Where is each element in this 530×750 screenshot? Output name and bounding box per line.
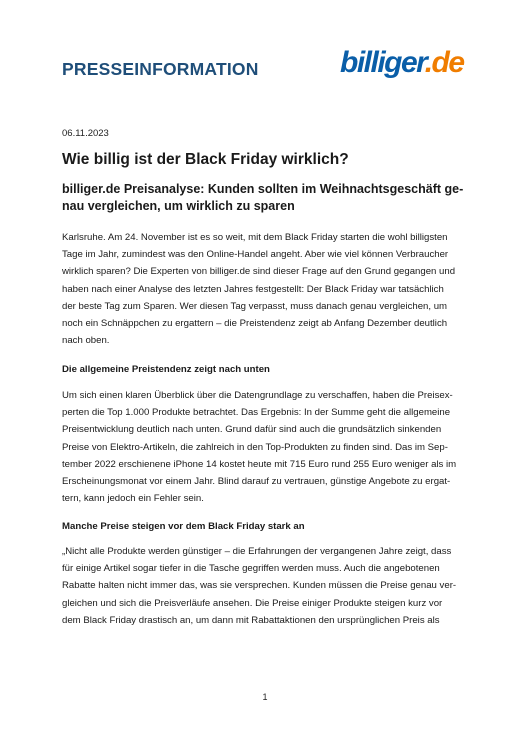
paragraph-line: Preisentwicklung deutlich nach unten. Grund dafür sind auch die grundsätzlich sinkenden — [62, 424, 442, 436]
paragraph-line: „Nicht alle Produkte werden günstiger – die Erfahrungen der vergangenen Jahre zeigt, dass — [62, 546, 452, 557]
section-paragraph-price-trend — [62, 387, 470, 507]
paragraph-line: Tage im Jahr, zumindest was den Online-Handel angeht. Aber wie viel können Verbraucher — [62, 249, 449, 261]
paragraph-line: tember 2022 erschienene iPhone 14 kostet heute mit 715 Euro rund 255 Euro weniger als im — [62, 458, 457, 470]
paragraph-line: Preise von Elektro-Artikeln, die zahlreich in den Top-Produkten zu finden sind. Das im Sep- — [62, 441, 448, 453]
paragraph-line: für einige Artikel sogar tiefer in die Tasche gegriffen werden muss. Auch die angebotenen — [62, 563, 440, 575]
paragraph-line: haben nach einer Analyse des letzten Jahres festgestellt: Der Black Friday war tatsächlich — [62, 283, 444, 295]
logo-text-de: .de — [424, 46, 464, 79]
billiger-logo — [340, 48, 464, 78]
release-date: 06.11.2023 — [62, 128, 109, 139]
section-paragraph-rising-prices — [62, 543, 470, 629]
paragraph-line: tern, kann jedoch ein Fehler sein. — [62, 493, 204, 505]
document-subtitle — [62, 181, 470, 215]
logo-text-billiger: billiger — [340, 46, 425, 79]
paragraph-line: Rabatte halten nicht immer das, was sie versprechen. Kunden müssen die Preise genau ver- — [62, 580, 457, 592]
page-number: 1 — [262, 692, 268, 702]
section-heading-price-trend: Die allgemeine Preistendenz zeigt nach unten — [62, 364, 270, 375]
paragraph-line: Karlsruhe. Am 24. November ist es so weit, mit dem Black Friday starten die wohl billigsten — [62, 232, 448, 243]
paragraph-line: perten die Top 1.000 Produkte betrachtet. Das Ergebnis: In der Summe geht die allgemeine — [62, 407, 451, 419]
subtitle-line: nau vergleichen, um wirklich zu sparen — [62, 199, 295, 213]
subtitle-line: billiger.de Preisanalyse: Kunden sollten im Weihnachtsgeschäft ge- — [62, 182, 464, 196]
paragraph-line: Erscheinungsmonat vor einem Jahr. Blind darauf zu vertrauen, günstige Angebote zu ergat- — [62, 476, 451, 488]
intro-paragraph — [62, 229, 470, 349]
paragraph-line: der beste Tag zum Sparen. Wer diesen Tag verpasst, muss danach genau vergleichen, um — [62, 300, 448, 312]
paragraph-line: wirklich sparen? Die Experten von billiger.de sind dieser Frage auf den Grund gegangen und — [62, 266, 456, 278]
document-title: Wie billig ist der Black Friday wirklich? — [62, 151, 349, 168]
paragraph-line: noch ein Schnäppchen zu ergattern – die Preistendenz zeigt ab Anfang Dezember deutlich — [62, 318, 448, 330]
press-label: PRESSEINFORMATION — [62, 59, 259, 79]
paragraph-line: nach oben. — [62, 335, 110, 347]
paragraph-line: Um sich einen klaren Überblick über die Datengrundlage zu verschaffen, haben die Preisex- — [62, 390, 453, 401]
paragraph-line: gleichen und sich die Preisverläufe ansehen. Die Preise einiger Produkte steigen kurz vor — [62, 597, 443, 609]
section-heading-rising-prices: Manche Preise steigen vor dem Black Friday stark an — [62, 521, 305, 532]
paragraph-line: dem Black Friday drastisch an, um dann mit Rabattaktionen den ursprünglichen Preis als — [62, 614, 440, 626]
